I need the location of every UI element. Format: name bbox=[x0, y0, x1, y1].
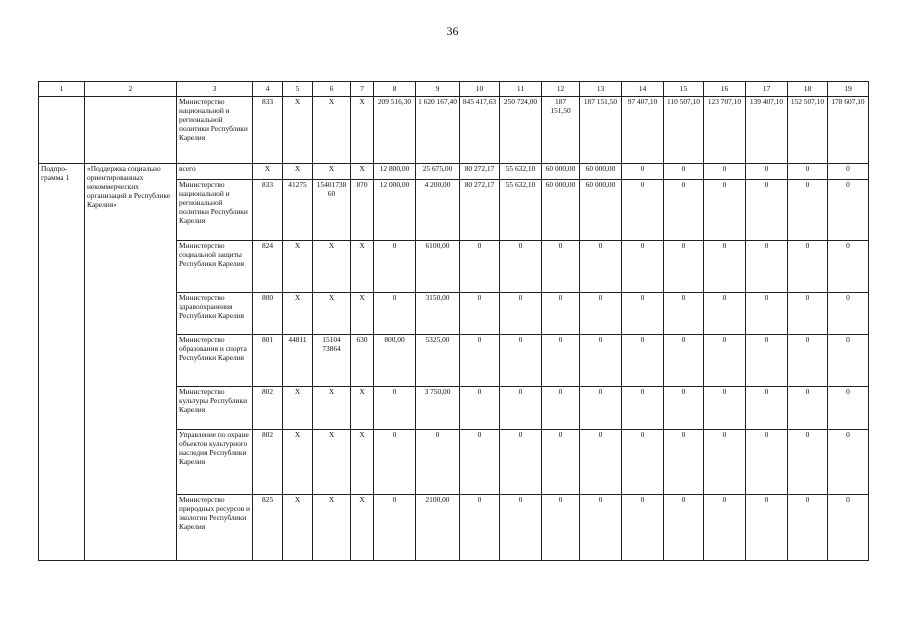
table-row bbox=[39, 97, 869, 164]
table-cell: 60 000,00 bbox=[542, 164, 580, 180]
column-number: 1 bbox=[39, 82, 85, 97]
table-cell: X bbox=[313, 387, 351, 430]
table-cell: 0 bbox=[704, 241, 746, 293]
table-cell: X bbox=[351, 164, 374, 180]
subprogram-label: Подпро-грамма 1 bbox=[39, 164, 85, 561]
table-cell: X bbox=[283, 495, 313, 561]
table-cell: 110 507,10 bbox=[664, 97, 704, 164]
table-cell: 187 151,50 bbox=[542, 97, 580, 164]
column-number: 7 bbox=[351, 82, 374, 97]
table-cell: 0 bbox=[500, 335, 542, 387]
table-cell: 0 bbox=[828, 387, 869, 430]
table-cell: 1 620 167,40 bbox=[416, 97, 460, 164]
table-cell: 6100,00 bbox=[416, 241, 460, 293]
table-cell: X bbox=[283, 164, 313, 180]
table-cell: 630 bbox=[351, 335, 374, 387]
table-cell: 0 bbox=[500, 241, 542, 293]
table-cell: Министерство национальной и региональной политики Республики Карелия bbox=[177, 97, 253, 164]
table-cell: 0 bbox=[622, 293, 664, 335]
column-number: 14 bbox=[622, 82, 664, 97]
column-number: 9 bbox=[416, 82, 460, 97]
table-cell: 55 632,10 bbox=[500, 164, 542, 180]
table-cell: 800 bbox=[253, 293, 283, 335]
table-cell: 824 bbox=[253, 241, 283, 293]
table-cell: 0 bbox=[788, 241, 828, 293]
table-cell: 845 417,63 bbox=[460, 97, 500, 164]
table-cell: 0 bbox=[746, 495, 788, 561]
table-cell: 25 675,00 bbox=[416, 164, 460, 180]
table-cell: 80 272,17 bbox=[460, 180, 500, 241]
table-cell: X bbox=[351, 241, 374, 293]
table-cell: 0 bbox=[580, 430, 622, 495]
table-cell: X bbox=[351, 97, 374, 164]
table-cell: 12 800,00 bbox=[374, 164, 416, 180]
table-cell: 152 507,10 bbox=[788, 97, 828, 164]
table-cell: 0 bbox=[828, 164, 869, 180]
table-cell: 0 bbox=[704, 335, 746, 387]
agency-cell: Министерство культуры Республики Карелия bbox=[177, 387, 253, 430]
table-cell: 0 bbox=[788, 293, 828, 335]
table-cell: 0 bbox=[664, 495, 704, 561]
table-cell: 4 200,00 bbox=[416, 180, 460, 241]
table-cell: 0 bbox=[664, 293, 704, 335]
table-cell: 0 bbox=[664, 430, 704, 495]
agency-cell: Министерство национальной и региональной политики Республики Карелия bbox=[177, 180, 253, 241]
table-cell: 60 000,00 bbox=[542, 180, 580, 241]
table-cell: X bbox=[283, 430, 313, 495]
table-cell: 0 bbox=[460, 387, 500, 430]
table-cell: 41275 bbox=[283, 180, 313, 241]
table-cell: 802 bbox=[253, 387, 283, 430]
table-cell: 0 bbox=[664, 335, 704, 387]
table-cell: 0 bbox=[374, 241, 416, 293]
table-cell: 0 bbox=[788, 430, 828, 495]
column-number: 17 bbox=[746, 82, 788, 97]
table-cell: 0 bbox=[746, 293, 788, 335]
column-number: 13 bbox=[580, 82, 622, 97]
table-cell: 0 bbox=[580, 335, 622, 387]
table-cell: 0 bbox=[788, 335, 828, 387]
table-cell: 5325,00 bbox=[416, 335, 460, 387]
table-cell: 0 bbox=[374, 495, 416, 561]
table-cell: 802 bbox=[253, 430, 283, 495]
table-cell: 0 bbox=[542, 293, 580, 335]
table-cell: 60 000,00 bbox=[580, 164, 622, 180]
table-cell: 0 bbox=[746, 335, 788, 387]
table-cell: 0 bbox=[580, 241, 622, 293]
page-number: 36 bbox=[446, 24, 459, 38]
budget-table bbox=[38, 81, 869, 561]
table-cell: X bbox=[351, 387, 374, 430]
table-cell: 0 bbox=[622, 180, 664, 241]
column-number: 18 bbox=[788, 82, 828, 97]
table-cell: 0 bbox=[828, 293, 869, 335]
subprogram-name: «Поддержка социально ориентированных некоммерческих организаций в Республике Карелия» bbox=[85, 164, 177, 561]
table-cell: 833 bbox=[253, 180, 283, 241]
table-cell: 123 707,10 bbox=[704, 97, 746, 164]
table-cell: 0 bbox=[542, 430, 580, 495]
table-cell: X bbox=[351, 495, 374, 561]
table-cell: 0 bbox=[746, 430, 788, 495]
table-cell: 0 bbox=[622, 495, 664, 561]
column-number: 2 bbox=[85, 82, 177, 97]
table-cell: X bbox=[351, 293, 374, 335]
table-cell: 0 bbox=[664, 387, 704, 430]
table-cell: 0 bbox=[500, 387, 542, 430]
table-cell: 0 bbox=[500, 495, 542, 561]
agency-cell: Министерство образования и спорта Республики Карелия bbox=[177, 335, 253, 387]
column-number-row bbox=[39, 82, 869, 97]
table-cell: 0 bbox=[828, 430, 869, 495]
table-cell: 0 bbox=[542, 387, 580, 430]
table-cell: 0 bbox=[542, 335, 580, 387]
table-cell: X bbox=[313, 164, 351, 180]
table-cell: 0 bbox=[788, 180, 828, 241]
table-cell: 0 bbox=[746, 180, 788, 241]
table-cell: 0 bbox=[542, 241, 580, 293]
table-cell: 0 bbox=[622, 430, 664, 495]
column-number: 12 bbox=[542, 82, 580, 97]
table-cell: 2100,00 bbox=[416, 495, 460, 561]
table-cell: 0 bbox=[374, 387, 416, 430]
table-cell: 0 bbox=[704, 387, 746, 430]
table-row bbox=[39, 164, 869, 180]
table-cell: X bbox=[283, 241, 313, 293]
table-cell: 833 bbox=[253, 97, 283, 164]
column-number: 4 bbox=[253, 82, 283, 97]
table-cell: 0 bbox=[828, 495, 869, 561]
table-cell: 0 bbox=[622, 335, 664, 387]
table-cell: 0 bbox=[460, 293, 500, 335]
column-number: 8 bbox=[374, 82, 416, 97]
table-cell: 15104 73864 bbox=[313, 335, 351, 387]
table-cell: X bbox=[283, 387, 313, 430]
table-cell: 209 516,30 bbox=[374, 97, 416, 164]
agency-cell: всего bbox=[177, 164, 253, 180]
table-cell: 139 407,10 bbox=[746, 97, 788, 164]
column-number: 11 bbox=[500, 82, 542, 97]
table-cell: 0 bbox=[828, 241, 869, 293]
column-number: 3 bbox=[177, 82, 253, 97]
table-cell: 44811 bbox=[283, 335, 313, 387]
table-cell: 0 bbox=[580, 387, 622, 430]
table-cell: 12 000,00 bbox=[374, 180, 416, 241]
table-cell: 0 bbox=[704, 293, 746, 335]
table-cell: 870 bbox=[351, 180, 374, 241]
table-cell: 0 bbox=[704, 495, 746, 561]
table-cell: 0 bbox=[788, 164, 828, 180]
table-cell: 0 bbox=[746, 241, 788, 293]
table-cell: 0 bbox=[746, 164, 788, 180]
table-cell: 250 724,00 bbox=[500, 97, 542, 164]
table-cell: 0 bbox=[580, 495, 622, 561]
table-cell: 0 bbox=[788, 387, 828, 430]
table-cell: 0 bbox=[746, 387, 788, 430]
table-cell: X bbox=[283, 97, 313, 164]
table-cell: 825 bbox=[253, 495, 283, 561]
column-number: 16 bbox=[704, 82, 746, 97]
agency-cell: Министерство природных ресурсов и экологии Республики Карелия bbox=[177, 495, 253, 561]
agency-cell: Министерство социальной защиты Республики Карелия bbox=[177, 241, 253, 293]
column-number: 5 bbox=[283, 82, 313, 97]
table-cell: 3150,00 bbox=[416, 293, 460, 335]
table-cell: 15401738 60 bbox=[313, 180, 351, 241]
table-cell: 0 bbox=[374, 430, 416, 495]
table-cell: 0 bbox=[460, 241, 500, 293]
table-cell: 0 bbox=[828, 335, 869, 387]
table-cell: 0 bbox=[374, 293, 416, 335]
table-cell: X bbox=[253, 164, 283, 180]
column-number: 6 bbox=[313, 82, 351, 97]
table-cell: 0 bbox=[664, 164, 704, 180]
table-cell: X bbox=[313, 293, 351, 335]
column-number: 19 bbox=[828, 82, 869, 97]
table-cell: 0 bbox=[828, 180, 869, 241]
table-cell: 0 bbox=[500, 293, 542, 335]
table-cell: X bbox=[313, 241, 351, 293]
table-cell: 97 407,10 bbox=[622, 97, 664, 164]
agency-cell: Министерство здравоохранения Республики Карелия bbox=[177, 293, 253, 335]
table-cell: 55 632,10 bbox=[500, 180, 542, 241]
table-cell: 178 607,10 bbox=[828, 97, 869, 164]
table-cell: 0 bbox=[460, 335, 500, 387]
table-cell: X bbox=[351, 430, 374, 495]
table-cell: 0 bbox=[788, 495, 828, 561]
table-cell: 0 bbox=[704, 164, 746, 180]
table-cell: 0 bbox=[580, 293, 622, 335]
table-cell: X bbox=[283, 293, 313, 335]
empty-cell bbox=[39, 97, 85, 164]
table-cell: 800,00 bbox=[374, 335, 416, 387]
table-cell: X bbox=[313, 97, 351, 164]
table-cell: 80 272,17 bbox=[460, 164, 500, 180]
table-cell: 187 151,50 bbox=[580, 97, 622, 164]
table-cell: 0 bbox=[622, 241, 664, 293]
empty-cell bbox=[85, 97, 177, 164]
column-number: 10 bbox=[460, 82, 500, 97]
table-cell: 0 bbox=[704, 180, 746, 241]
table-cell: 0 bbox=[500, 430, 542, 495]
table-cell: 0 bbox=[622, 164, 664, 180]
table-cell: X bbox=[313, 430, 351, 495]
table-cell: 0 bbox=[622, 387, 664, 430]
column-number: 15 bbox=[664, 82, 704, 97]
table-cell: 60 000,00 bbox=[580, 180, 622, 241]
table-cell: X bbox=[313, 495, 351, 561]
table-cell: 0 bbox=[542, 495, 580, 561]
table-cell: 0 bbox=[704, 430, 746, 495]
agency-cell: Управление по охране объектов культурного наследия Республики Карелия bbox=[177, 430, 253, 495]
table-cell: 0 bbox=[460, 495, 500, 561]
table-cell: 0 bbox=[416, 430, 460, 495]
table-cell: 3 750,00 bbox=[416, 387, 460, 430]
table-cell: 801 bbox=[253, 335, 283, 387]
table-cell: 0 bbox=[664, 241, 704, 293]
table-cell: 0 bbox=[460, 430, 500, 495]
table-cell: 0 bbox=[664, 180, 704, 241]
